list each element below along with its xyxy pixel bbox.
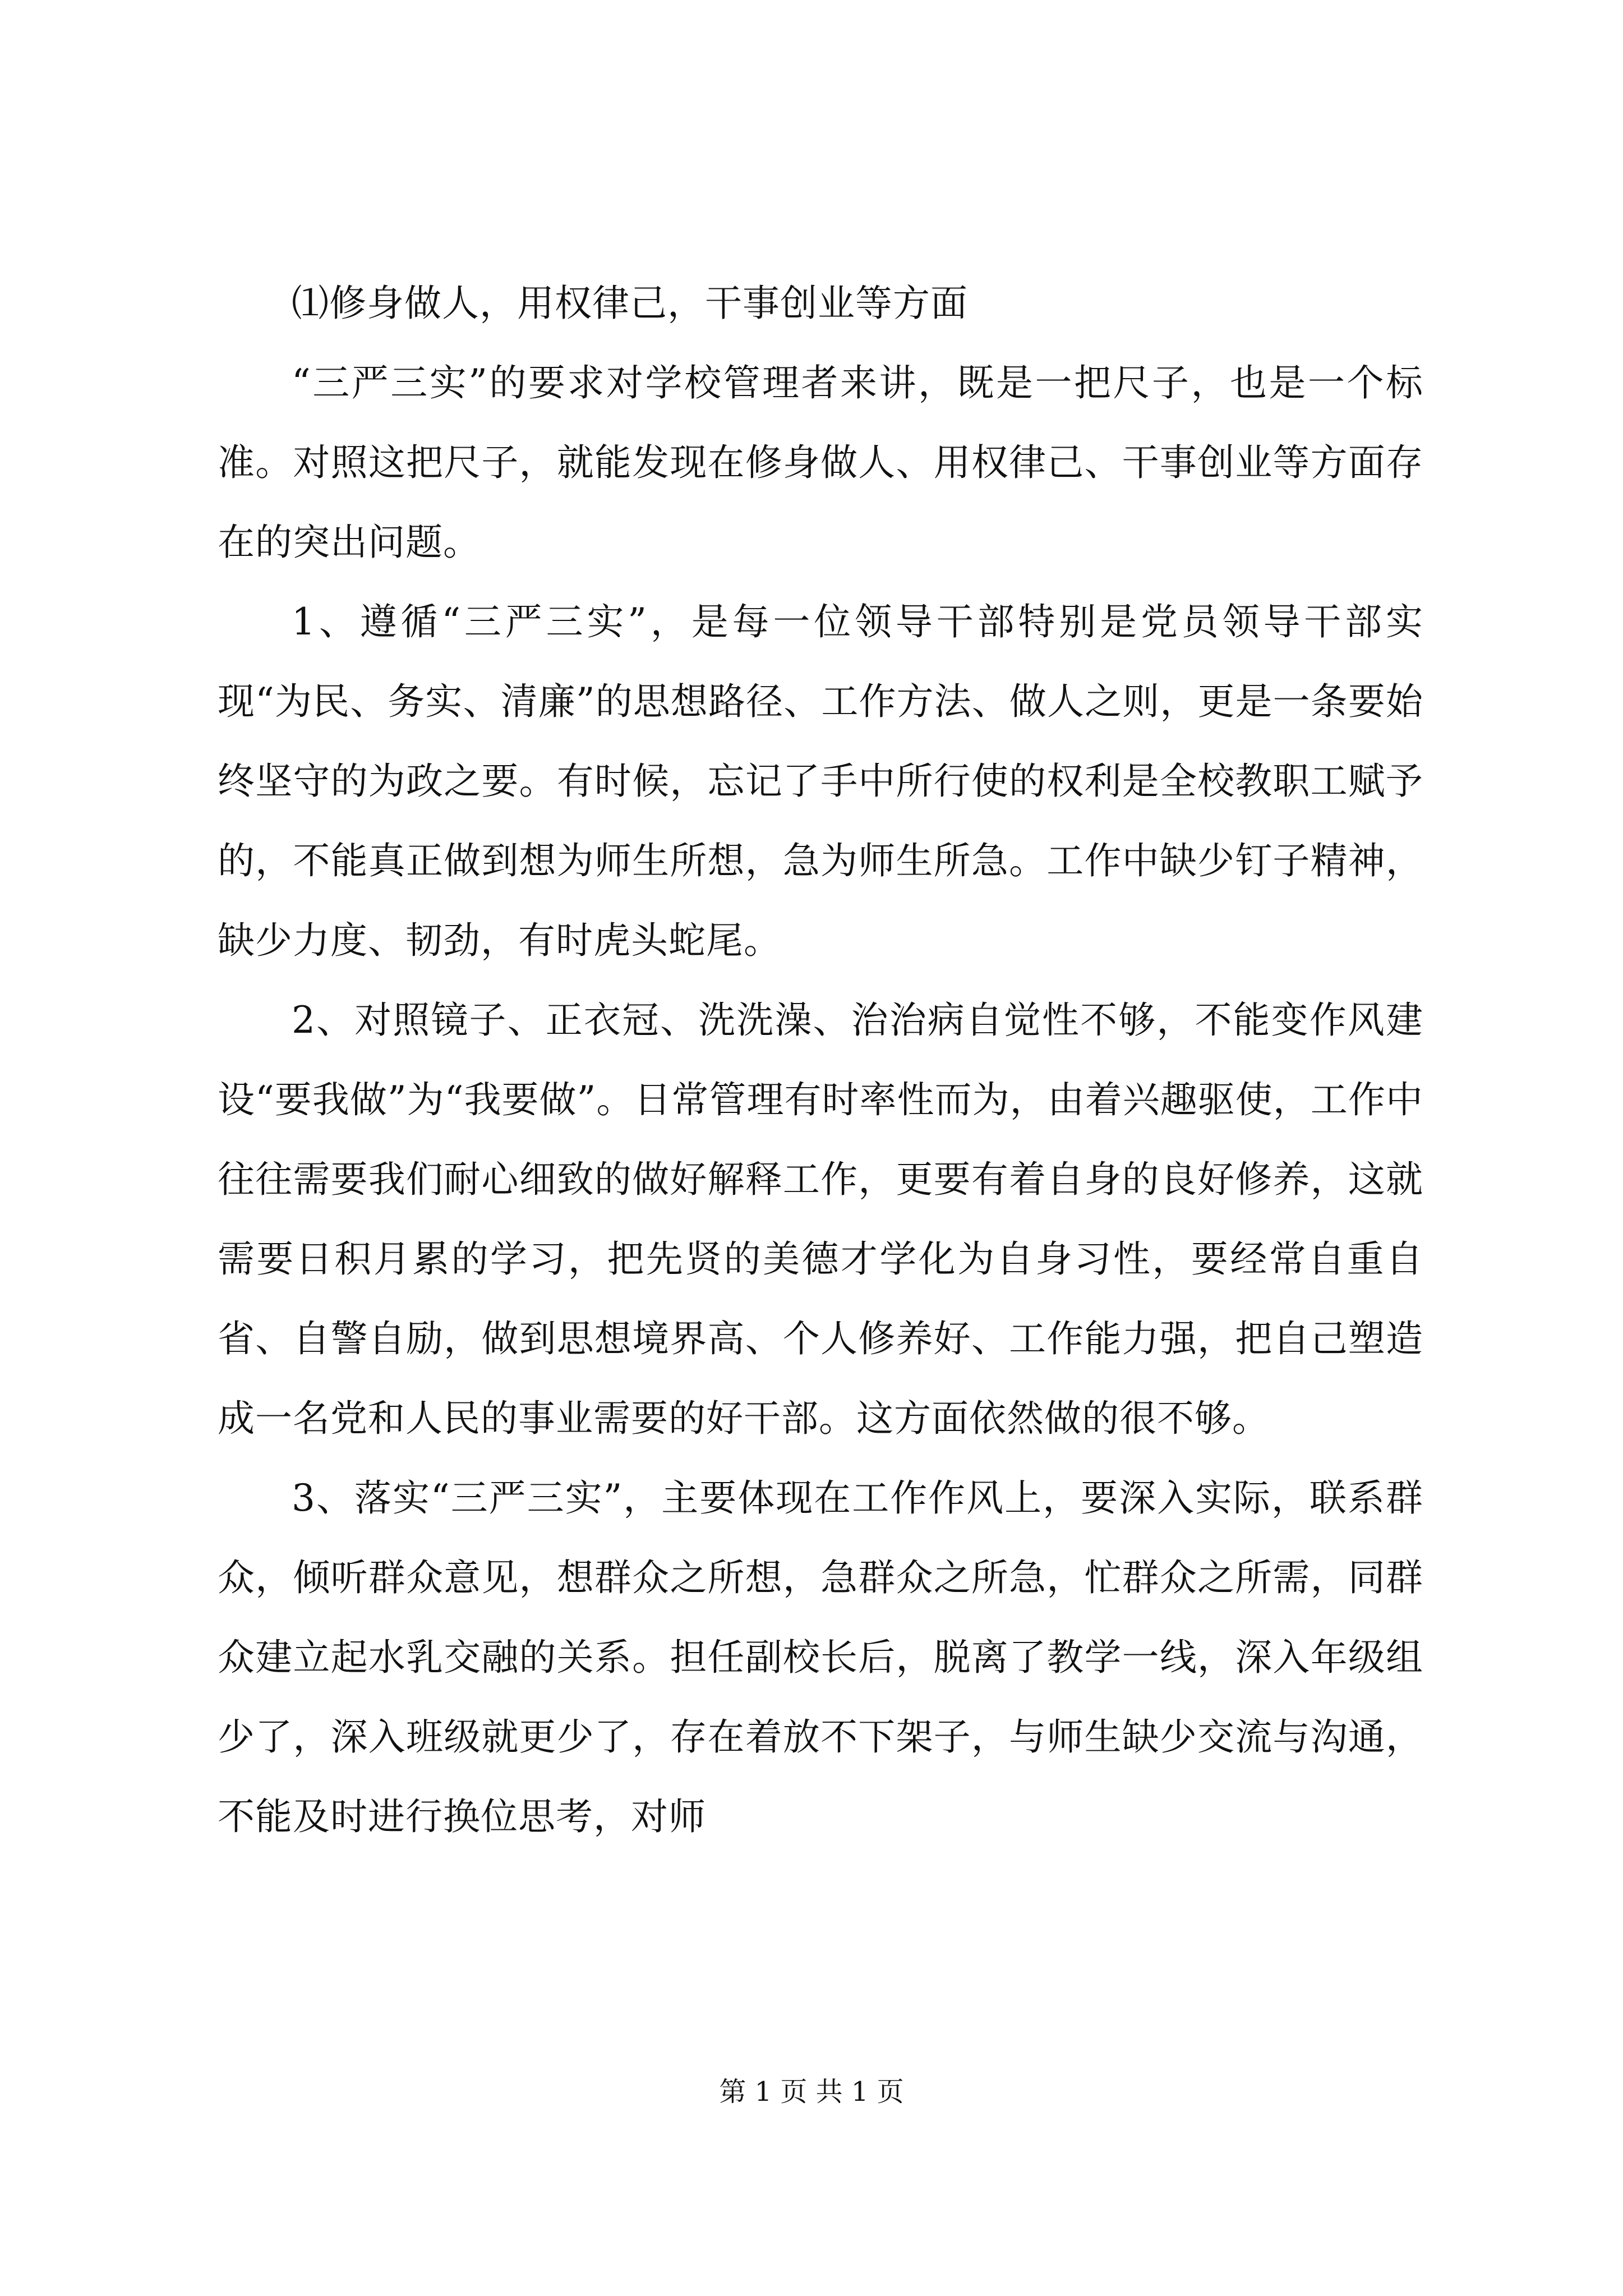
paragraph-item-2: 2、对照镜子、正衣冠、洗洗澡、治治病自觉性不够，不能变作风建设“要我做”为“我要做”。日常管理有时率性而为，由着兴趣驱使，工作中往往需要我们耐心细致的做好解释工作，更要有着自身的良好修养，这就需要日积月累的学习，把先贤的美德才学化为自身习性，要经常自重自省、自警自励，做到思想境界高、个人修养好、工作能力强，把自己塑造成一名党和人民的事业需要的好干部。这方面依然做的很不够。: [218, 999, 1423, 1440]
paragraph-item-3: 3、落实“三严三实”，主要体现在工作作风上，要深入实际，联系群众，倾听群众意见，想群众之所想，急群众之所急，忙群众之所需，同群众建立起水乳交融的关系。担任副校长后，脱离了教学一线，深入年级组少了，深入班级就更少了，存在着放不下架子，与师生缺少交流与沟通，不能及时进行换位思考，对师: [218, 1476, 1423, 1838]
document-body: [218, 264, 1423, 1857]
paragraph-intro: “三严三实”的要求对学校管理者来讲，既是一把尺子，也是一个标准。对照这把尺子，就能发现在修身做人、用权律己、干事创业等方面存在的突出问题。: [218, 361, 1423, 564]
page-footer: 第 1 页 共 1 页: [719, 2076, 904, 2108]
section-heading: ⑴修身做人，用权律己，干事创业等方面: [292, 282, 968, 325]
paragraph-item-1: 1、遵循“三严三实”，是每一位领导干部特别是党员领导干部实现“为民、务实、清廉”的思想路径、工作方法、做人之则，更是一条要始终坚守的为政之要。有时候，忘记了手中所行使的权利是全校教职工赋予的，不能真正做到想为师生所想，急为师生所急。工作中缺少钉子精神，缺少力度、韧劲，有时虎头蛇尾。: [218, 600, 1423, 962]
